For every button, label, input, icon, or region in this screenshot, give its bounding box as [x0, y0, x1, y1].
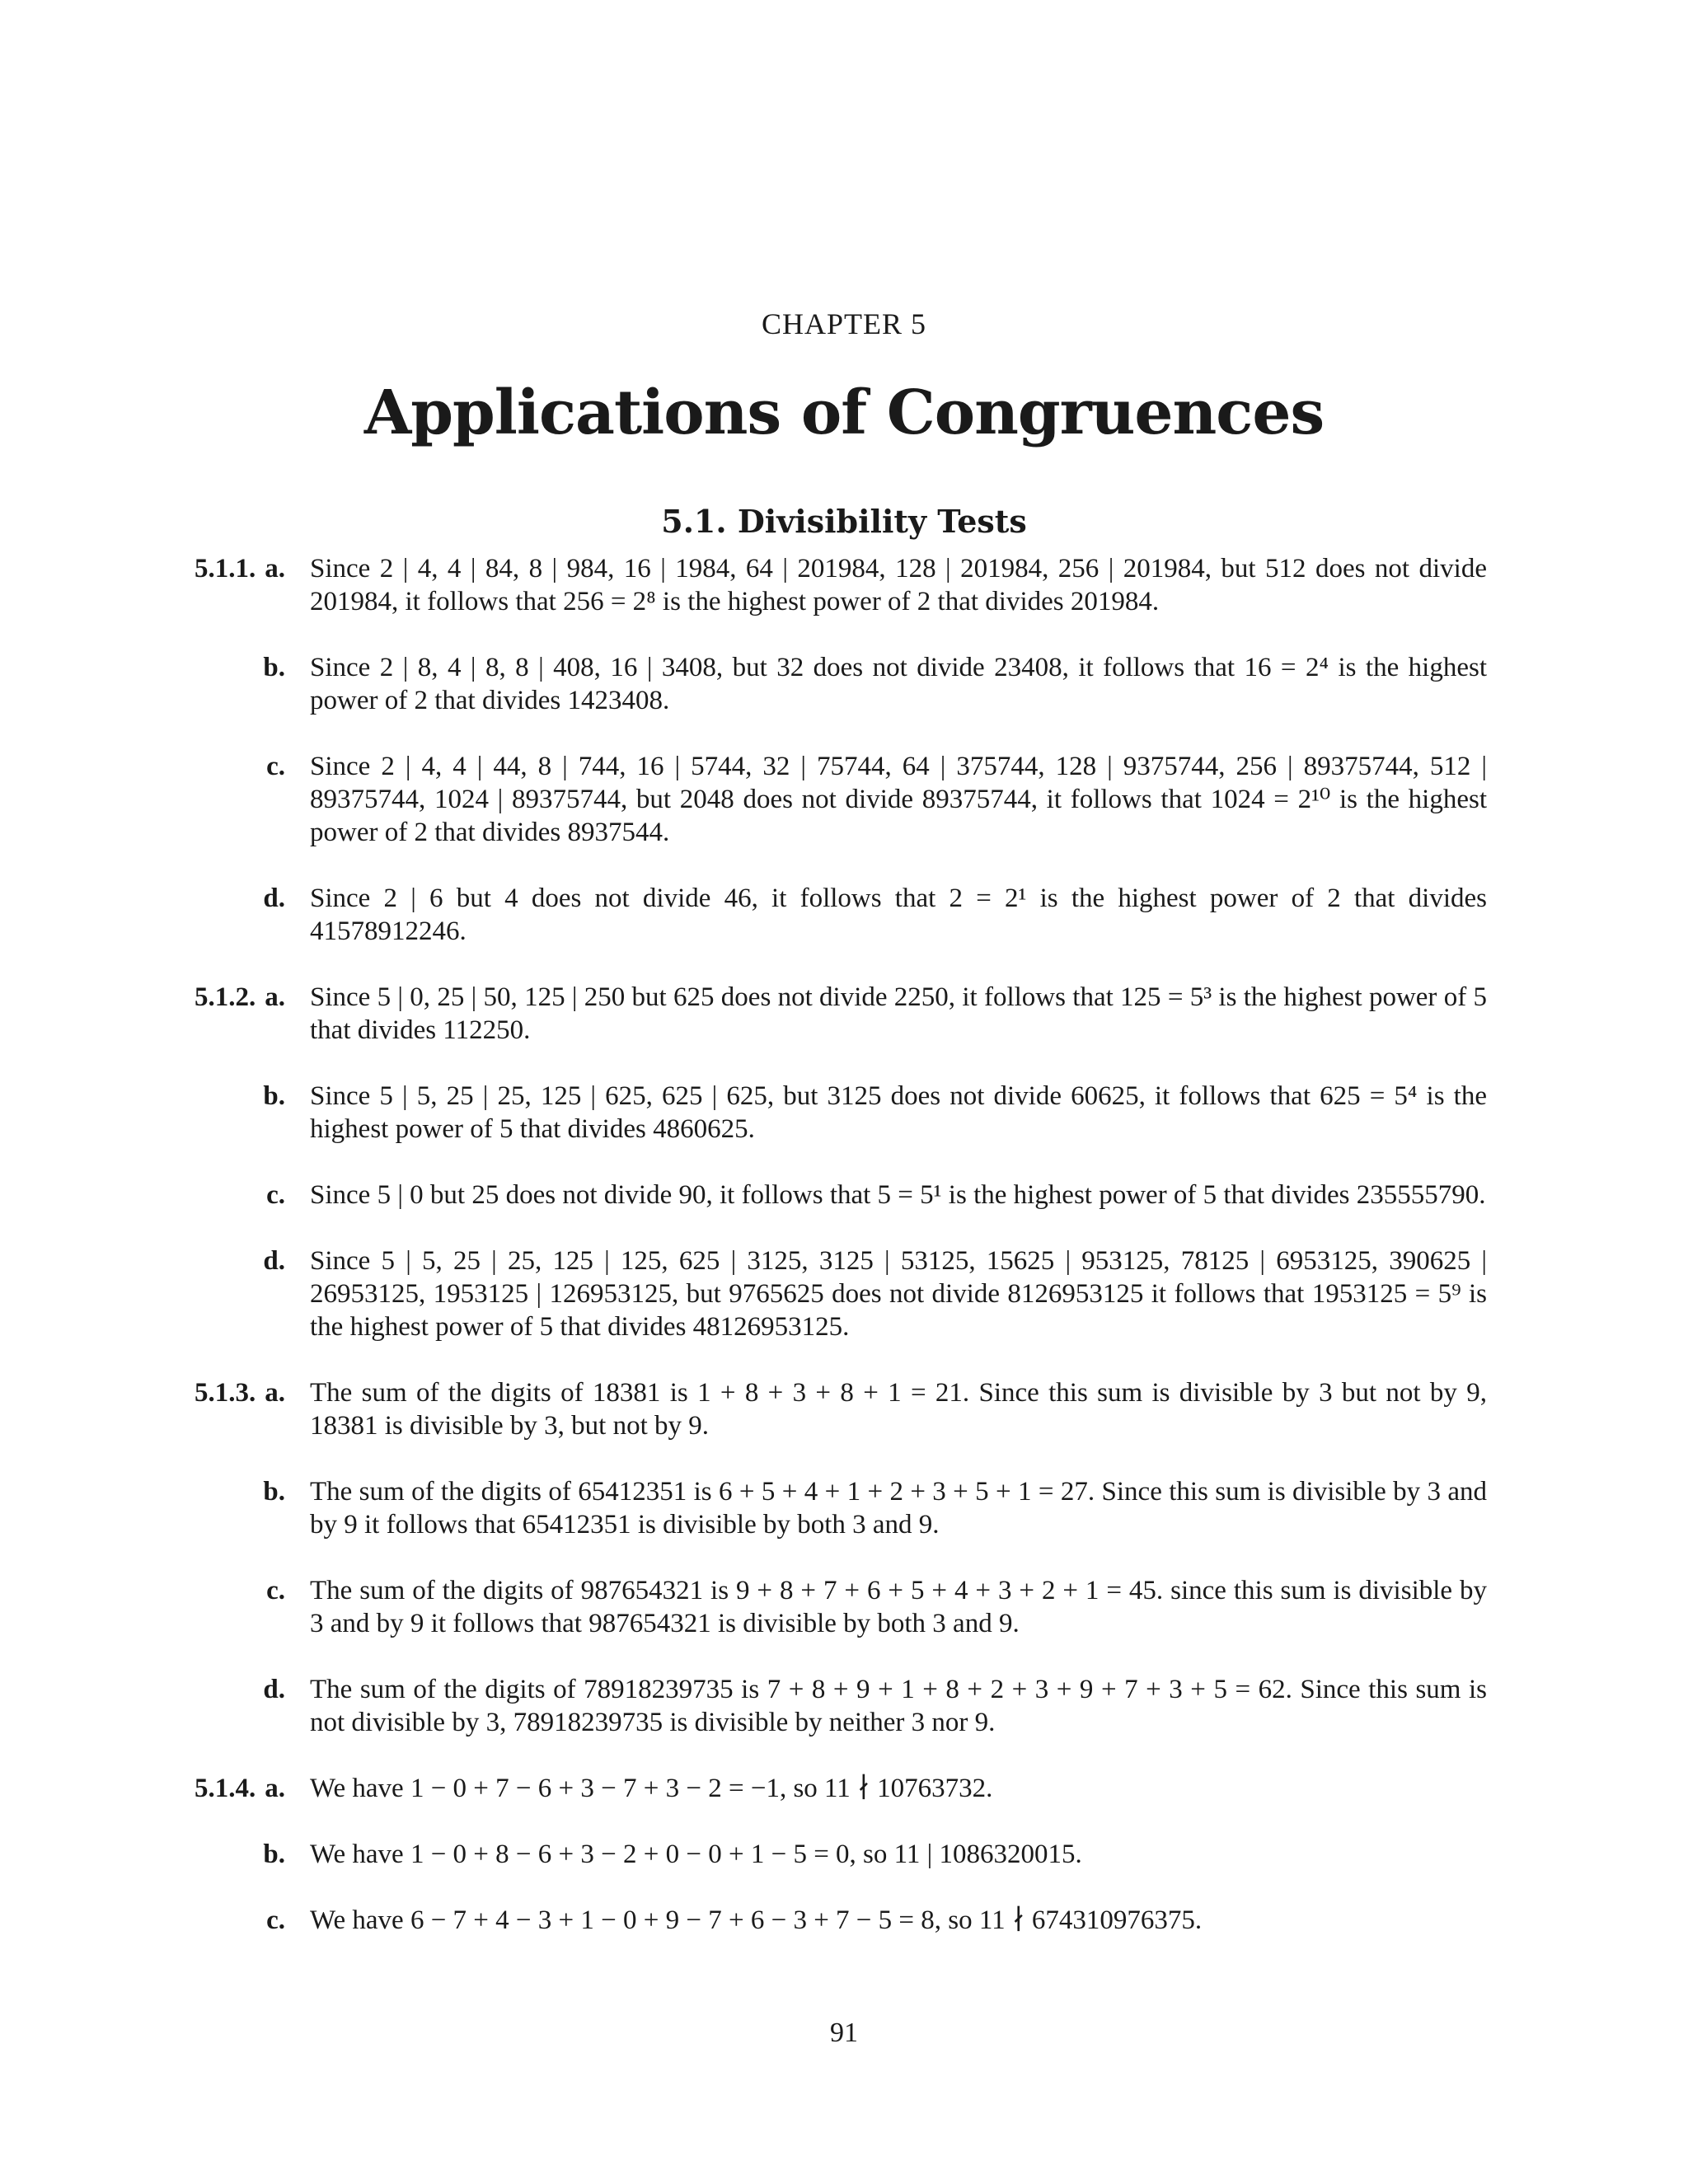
problem-list: [0, 552, 1688, 1970]
problem-letter: b.: [263, 1840, 285, 1869]
problem-text: We have 1 − 0 + 7 − 6 + 3 − 7 + 3 − 2 = −1, so 11 ∤ 10763732.: [310, 1774, 993, 1803]
problem-text: Since 5 | 0, 25 | 50, 125 | 250 but 625 does not divide 2250, it follows that 125 = 5³ is the highest power of 5 that divides 112250.: [310, 982, 1487, 1045]
problem-item: [0, 1244, 1688, 1343]
problem-item: [0, 750, 1688, 849]
chapter-title: Applications of Congruences: [363, 377, 1325, 448]
problem-letter: a.: [265, 1774, 285, 1803]
problem-item: [0, 1376, 1688, 1442]
problem-item: [0, 651, 1688, 717]
problem-letter: c.: [266, 1180, 285, 1210]
problem-text: Since 2 | 4, 4 | 44, 8 | 744, 16 | 5744, 32 | 75744, 64 | 375744, 128 | 9375744, 256 | 89375744, 512 | 89375744, 1024 | 89375744, but 2048 does not divide 89375744, it follows that 1024 = 2¹⁰ is the highest power of 2 that divides 8937544.: [310, 752, 1487, 847]
chapter-label: CHAPTER 5: [761, 307, 927, 340]
problem-letter: b.: [263, 1477, 285, 1507]
problem-item: [0, 1673, 1688, 1739]
problem-text: The sum of the digits of 65412351 is 6 + 5 + 4 + 1 + 2 + 3 + 5 + 1 = 27. Since this sum is divisible by 3 and by 9 it follows that 65412351 is divisible by both 3 and 9.: [310, 1477, 1487, 1540]
problem-letter: d.: [263, 1675, 285, 1704]
problem-item: [0, 1179, 1688, 1212]
problem-text: Since 2 | 6 but 4 does not divide 46, it follows that 2 = 2¹ is the highest power of 2 that divides 41578912246.: [310, 883, 1487, 946]
problem-text: Since 5 | 5, 25 | 25, 125 | 625, 625 | 625, but 3125 does not divide 60625, it follows that 625 = 5⁴ is the highest power of 5 that divides 4860625.: [310, 1081, 1487, 1144]
problem-text: The sum of the digits of 78918239735 is 7 + 8 + 9 + 1 + 8 + 2 + 3 + 9 + 7 + 3 + 5 = 62. Since this sum is not divisible by 3, 78918239735 is divisible by neither 3 nor 9.: [310, 1675, 1487, 1737]
problem-number: 5.1.1.: [195, 554, 256, 583]
problem-letter: d.: [263, 883, 285, 913]
problem-text: Since 2 | 4, 4 | 84, 8 | 984, 16 | 1984, 64 | 201984, 128 | 201984, 256 | 201984, but 512 does not divide 201984, it follows that 256 = 2⁸ is the highest power of 2 that divides 201984.: [310, 554, 1487, 616]
problem-text: The sum of the digits of 987654321 is 9 + 8 + 7 + 6 + 5 + 4 + 3 + 2 + 1 = 45. since this sum is divisible by 3 and by 9 it follows that 987654321 is divisible by both 3 and 9.: [310, 1576, 1487, 1638]
problem-text: We have 1 − 0 + 8 − 6 + 3 − 2 + 0 − 0 + 1 − 5 = 0, so 11 | 1086320015.: [310, 1840, 1082, 1869]
problem-letter: c.: [266, 752, 285, 781]
problem-text: The sum of the digits of 18381 is 1 + 8 + 3 + 8 + 1 = 21. Since this sum is divisible by 3 but not by 9, 18381 is divisible by 3, but not by 9.: [310, 1378, 1487, 1441]
problem-item: [0, 1574, 1688, 1640]
problem-text: Since 5 | 0 but 25 does not divide 90, it follows that 5 = 5¹ is the highest power of 5 that divides 235555790.: [310, 1180, 1486, 1210]
problem-number: 5.1.2.: [195, 982, 256, 1012]
problem-letter: a.: [265, 982, 285, 1012]
problem-letter: b.: [263, 1081, 285, 1111]
problem-number: 5.1.3.: [195, 1378, 256, 1408]
problem-item: [0, 981, 1688, 1047]
problem-item: [0, 1838, 1688, 1871]
problem-item: [0, 882, 1688, 948]
problem-letter: c.: [266, 1576, 285, 1605]
problem-number: 5.1.4.: [195, 1774, 256, 1803]
problem-text: We have 6 − 7 + 4 − 3 + 1 − 0 + 9 − 7 + 6 − 3 + 7 − 5 = 8, so 11 ∤ 674310976375.: [310, 1905, 1203, 1935]
problem-item: [0, 1904, 1688, 1937]
problem-letter: b.: [263, 653, 285, 682]
problem-letter: c.: [266, 1905, 285, 1935]
problem-item: [0, 1772, 1688, 1805]
problem-item: [0, 1475, 1688, 1541]
section-title: 5.1. Divisibility Tests: [661, 503, 1027, 540]
problem-letter: a.: [265, 1378, 285, 1408]
problem-text: Since 2 | 8, 4 | 8, 8 | 408, 16 | 3408, but 32 does not divide 23408, it follows that 16 = 2⁴ is the highest power of 2 that divides 1423408.: [310, 653, 1487, 715]
problem-item: [0, 1080, 1688, 1146]
problem-item: [0, 552, 1688, 618]
problem-text: Since 5 | 5, 25 | 25, 125 | 125, 625 | 3125, 3125 | 53125, 15625 | 953125, 78125 | 6953125, 390625 | 26953125, 1953125 | 126953125, but 9765625 does not divide 8126953125 it follows that 1953125 = 5⁹ is the highest power of 5 that divides 48126953125.: [310, 1246, 1487, 1342]
problem-letter: a.: [265, 554, 285, 583]
problem-letter: d.: [263, 1246, 285, 1276]
page-number: 91: [830, 2018, 858, 2048]
